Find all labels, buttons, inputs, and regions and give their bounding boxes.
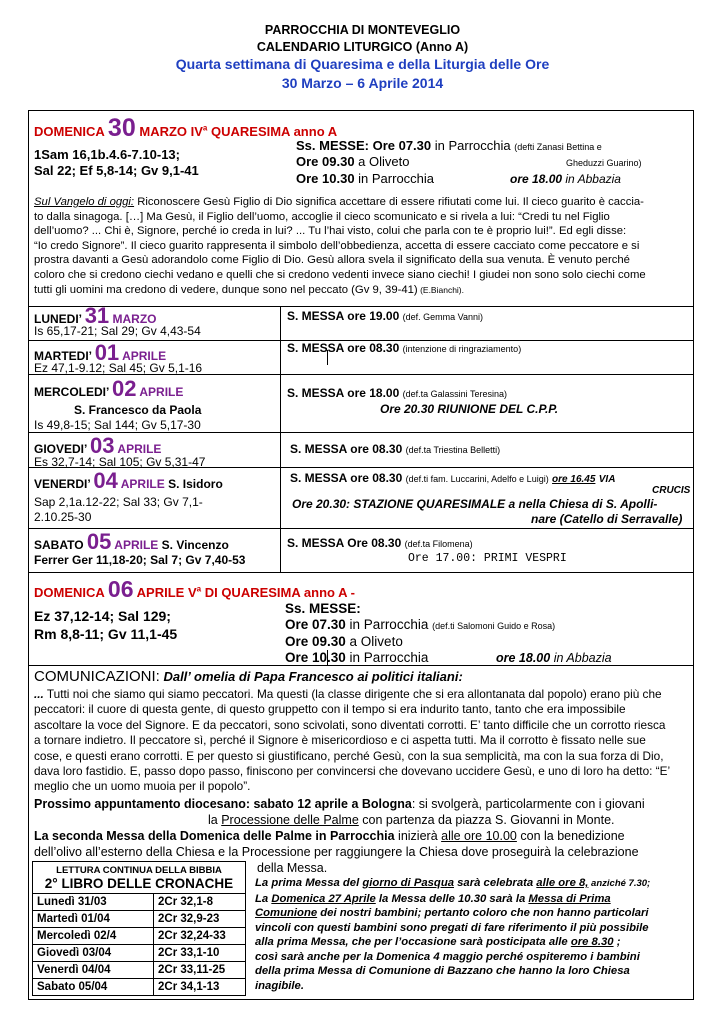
bible-passage: 2Cr 32,24-33 [154, 928, 246, 945]
mass-intention: (def.ta Filomena) [404, 539, 473, 549]
tuesday-mass [287, 341, 521, 355]
day-number: 05 [86, 529, 112, 554]
day-number: 01 [94, 340, 120, 365]
wednesday-readings: Is 49,8-15; Sal 144; Gv 5,17-30 [34, 418, 201, 432]
text-line: Riconoscere Gesù Figlio di Dio significa accettare di essere rifiutati come lui. Il cieco guarito è caccia- [134, 196, 644, 208]
sunday-06-mass-1 [285, 617, 555, 632]
sunday-06-heading [34, 576, 355, 603]
mass-intention: (def. Gemma Vanni) [402, 312, 483, 322]
text-line: alle ore 8, [536, 877, 589, 889]
bible-day: Mercoledì 02/4 [33, 928, 154, 945]
mass-place: in Parrocchia [354, 171, 435, 186]
via-crucis-label-cont: CRUCIS [652, 485, 691, 496]
mass-place: in Abbazia [562, 172, 621, 186]
column-divider [280, 306, 281, 572]
text-line: sarà celebrata [454, 877, 537, 889]
mass-time: Ore 10.30 [296, 171, 355, 186]
saint: S. Isidoro [168, 477, 223, 491]
via-crucis-label: VIA [598, 474, 616, 485]
text-line: tutti gli uomini ma credono di vedere, dunque sono nel peccato (Gv 9, 39-41) [34, 283, 418, 296]
month: APRILE [120, 477, 165, 491]
saturday-heading [34, 529, 229, 555]
text-line: to dalla sinagoga. […] Ma Gesù, il Figlio dell’uomo, accoglie il cieco scomunicato e si rivela a lui: “Credi tu nel Figlio [34, 210, 610, 223]
text-line: alla prima Messa, che per l’occasione sarà posticipata alle [255, 936, 571, 948]
bible-passage: 2Cr 32,9-23 [154, 911, 246, 928]
mass-time: S. MESSA ore 08.30 [290, 471, 403, 485]
text-line: “Io credo Signore”. Il cieco guarito rappresenta il simbolo dell’obbedienza, accetta di essere cacciato come peccatore e si [34, 239, 640, 252]
mass-time: Ore 10.30 [285, 650, 346, 665]
monday-readings: Is 65,17-21; Sal 29; Gv 4,43-54 [34, 324, 201, 338]
ellipsis: ... [34, 687, 44, 701]
wednesday-mass [287, 386, 507, 400]
sunday-30-evening-mass [510, 172, 621, 186]
text-line: dei nostri bambini; pertanto coloro che non hanno particolari [317, 907, 649, 919]
divider [28, 665, 694, 666]
week-title: Quarta settimana di Quaresima e della Liturgia delle Ore [175, 56, 550, 72]
month: APRILE [117, 442, 162, 456]
bible-row [33, 894, 246, 911]
bible-row [33, 928, 246, 945]
bible-day: Sabato 05/04 [33, 979, 154, 996]
communications-title: COMUNICAZIONI: [34, 668, 160, 685]
superscript: a [196, 584, 202, 594]
text-line: giorno di Pasqua [362, 877, 455, 889]
text-line: : si svolgerà, particolarmente con i giovani [411, 797, 645, 811]
easter-notice [255, 876, 691, 993]
day-number: 03 [90, 433, 115, 458]
day-name: MERCOLEDI’ [34, 385, 109, 399]
notice-time: alle ore 10.00 [441, 829, 517, 843]
calendar-title: CALENDARIO LITURGICO (Anno A) [256, 40, 469, 54]
month: APRILE [139, 385, 184, 399]
text-line: vincoli con questi bambini sono pregati di fare riferimento il più possibile [255, 921, 649, 934]
friday-readings-1: Sap 2,1a.12-22; Sal 33; Gv 7,1- [34, 495, 203, 509]
saturday-vespers: Ore 17.00: PRIMI VESPRI [408, 552, 567, 565]
bible-reading-box [32, 861, 246, 996]
day-number: 04 [93, 468, 118, 493]
bible-row [33, 911, 246, 928]
signature: (E.Bianchi). [417, 284, 464, 295]
text-line: la [208, 813, 222, 827]
parish-name: PARROCCHIA DI MONTEVEGLIO [264, 23, 461, 37]
month-week: MARZO IV [139, 124, 203, 139]
saturday-readings: Ferrer Ger 11,18-20; Sal 7; Gv 7,40-53 [34, 553, 246, 567]
text-line: inagibile. [255, 979, 304, 992]
palm-procession [208, 813, 615, 827]
mass-intention: (def.ti Salomoni Guido e Rosa) [432, 621, 556, 631]
text-line: Domenica 27 Aprile [271, 892, 376, 905]
mass-intention: (def.ti fam. Luccarini, Adelfo e Luigi) [405, 474, 549, 484]
day-name: SABATO [34, 538, 84, 552]
mass-place: in Parrocchia [345, 617, 433, 632]
procession-name: Processione delle Palme [221, 813, 359, 827]
month: APRILE [114, 538, 159, 552]
text-line: dell’uomo? ... Chi è, Signore, perché io creda in lui? ... Tu l’hai visto, colui che parla con te è proprio lui!”. Ed egli disse: [34, 225, 627, 238]
palm-sunday-notice-end: della Messa. [257, 861, 328, 875]
bible-day: Martedì 01/04 [33, 911, 154, 928]
text-line: a tornare indietro. Il peccatore sì, perché il Signore è misericordioso e ci aspetta tutti. Ma il corrotto è fissato nelle sue [34, 733, 646, 748]
day-number: 30 [107, 114, 136, 142]
day-name: MARTEDI’ [34, 349, 92, 363]
communications-subtitle: Dall’ omelia di Papa Francesco ai politici italiani: [159, 669, 463, 684]
tuesday-readings: Ez 47,1-9.12; Sal 45; Gv 5,1-16 [34, 361, 203, 375]
sunday-30-mass-1 [296, 138, 602, 153]
day-number: 02 [112, 376, 137, 401]
day-number: 31 [84, 303, 110, 328]
divider [28, 572, 694, 573]
mass-intention: (defti Zanasi Bettina e [514, 142, 602, 152]
superscript: a [202, 123, 208, 133]
text-line: La [255, 892, 272, 905]
mass-time: S. MESSA ore 08.30 [290, 442, 403, 456]
palm-sunday-notice [34, 829, 625, 843]
text-line: inizierà [394, 829, 442, 843]
text-line: Messa di Prima [528, 892, 611, 905]
season: DI QUARESIMA anno A - [204, 585, 355, 600]
gospel-comment [34, 195, 690, 297]
bible-box-title: LETTURA CONTINUA DELLA BIBBIA [56, 865, 222, 876]
season: QUARESIMA anno A [211, 124, 338, 139]
mass-time: S. MESSA Ore 08.30 [287, 536, 402, 550]
text-line: così sarà anche per la Domenica 4 maggio perché ospiteremo i bambini [255, 950, 640, 963]
mass-time: Ore 07.30 [285, 617, 346, 632]
wednesday-saint: S. Francesco da Paola [74, 403, 202, 417]
wednesday-heading [34, 376, 183, 402]
mass-time: Ss. MESSE: Ore 07.30 [296, 138, 432, 153]
text-line: anziché 7.30; [588, 878, 651, 889]
month: MARZO [112, 312, 157, 326]
mass-time: S. MESSA ore 08.30 [287, 341, 400, 355]
bible-passage: 2Cr 33,1-10 [154, 945, 246, 962]
friday-mass [290, 471, 615, 485]
sunday-06-readings-2: Rm 8,8-11; Gv 11,1-45 [34, 626, 178, 642]
mass-intention: (def.ta Galassini Teresina) [402, 389, 508, 399]
mass-place: in Abbazia [550, 651, 612, 665]
sunday-30-readings-2: Sal 22; Ef 5,8-14; Gv 9,1-41 [34, 163, 199, 178]
sunday-06-masses-label: Ss. MESSE: [285, 601, 361, 616]
communications-heading [34, 668, 463, 686]
text-line: ore 8.30 [570, 936, 614, 948]
thursday-mass [290, 442, 500, 456]
text-line: coloro che si credono ciechi vedano e quelli che si credono vedenti invece siano ciechi! I giudei non sono solo ciechi come [34, 268, 646, 281]
friday-lenten-station: Ore 20.30: STAZIONE QUARESIMALE a nella Chiesa di S. Apolli- [292, 497, 658, 511]
appointment-title: Prossimo appuntamento diocesano: sabato 12 aprile a Bologna [34, 797, 412, 811]
day-name: VENERDI’ [34, 477, 91, 491]
day-name: DOMENICA [34, 124, 105, 139]
bible-passage: 2Cr 32,1-8 [154, 894, 246, 911]
mass-time: S. MESSA ore 18.00 [287, 386, 400, 400]
via-crucis-time: ore 16.45 [552, 474, 596, 485]
gospel-label: Sul Vangelo di oggi: [34, 196, 135, 208]
text-line: Comunione [255, 907, 318, 919]
thursday-readings: Es 32,7-14; Sal 105; Gv 5,31-47 [34, 455, 206, 469]
text-line: Tutti noi che siamo qui siamo peccatori. Ma questi (la classe dirigente che si era allontanata dal popolo) erano più che [43, 687, 662, 701]
mass-intention: (def.ta Triestina Belletti) [405, 445, 501, 455]
text-line: con partenza da piazza S. Giovanni in Monte. [358, 813, 615, 827]
text-line: la Messa delle 10.30 sarà la [375, 892, 529, 905]
sunday-06-mass-2 [285, 634, 403, 649]
sunday-06-mass-3 [285, 650, 428, 665]
bible-schedule-table [32, 893, 246, 996]
month-week: APRILE V [136, 585, 197, 600]
text-line: ; [613, 936, 621, 948]
bible-day: Giovedì 03/04 [33, 945, 154, 962]
text-line: La prima Messa del [255, 877, 363, 889]
text-line: della prima Messa di Comunione di Bazzano che hanno la loro Chiesa [255, 965, 630, 977]
mass-time: Ore 09.30 [285, 634, 346, 649]
bible-row [33, 945, 246, 962]
text-line: ascoltare la voce del Signore. E da peccatori, sono scivolati, sono diventati corrotti. E’ tanto difficile che un corrotto riesca [34, 717, 666, 732]
text-line: meglio che un uomo muoia per il popolo”. [34, 779, 251, 794]
friday-readings-2: 2.10.25-30 [34, 510, 92, 524]
sunday-30-mass-2 [296, 154, 409, 169]
sunday-06-evening-mass [496, 651, 612, 665]
mass-place: in Parrocchia [345, 650, 429, 665]
mass-intention: (intenzione di ringraziamento) [402, 344, 522, 354]
mass-place: a Oliveto [354, 154, 410, 169]
saturday-mass [287, 536, 473, 550]
bible-day: Venerdì 04/04 [33, 962, 154, 979]
wednesday-meeting: Ore 20.30 RIUNIONE DEL C.P.P. [380, 402, 559, 416]
mass-time: Ore 09.30 [296, 154, 355, 169]
saint: S. Vincenzo [161, 538, 229, 552]
month: APRILE [122, 349, 167, 363]
mass-time: ore 18.00 [510, 172, 563, 186]
text-line: cose, e questi erano corrotti. E per questo si giustificano, perché Gesù, con la sua semplicità, ma con la sua forza di Dio, [34, 748, 664, 763]
bible-book-title: 2° LIBRO DELLE CRONACHE [44, 876, 234, 891]
date-range: 30 Marzo – 6 Aprile 2014 [281, 75, 444, 91]
sunday-30-readings-1: 1Sam 16,1b.4.6-7.10-13; [34, 147, 180, 162]
bible-passage: 2Cr 33,11-25 [154, 962, 246, 979]
day-name: DOMENICA [34, 585, 105, 600]
text-line: prostra davanti a Gesù adorandolo come Figlio di Dio. Gesù allora svela il significato della sua venuta. È venuto perché [34, 254, 630, 267]
bible-day: Lunedì 31/03 [33, 894, 154, 911]
sunday-30-mass-3 [296, 171, 434, 186]
mass-place: a Oliveto [345, 634, 403, 649]
mass-time: S. MESSA ore 19.00 [287, 309, 400, 323]
day-name: LUNEDI’ [34, 312, 82, 326]
notice-title: La seconda Messa della Domenica delle Palme in Parrocchia [34, 829, 395, 843]
mass-intention-cont: Gheduzzi Guarino) [566, 158, 642, 168]
text-line: con la benedizione [516, 829, 625, 843]
homily-text [34, 687, 690, 795]
bible-passage: 2Cr 34,1-13 [154, 979, 246, 996]
monday-mass [287, 309, 483, 323]
friday-heading [34, 468, 223, 494]
text-line: dava loro fastidio. E, passo dopo passo, finiscono per convincersi che dovevano uccidere Gesù, e uno di loro ha detto: “E’ [34, 764, 671, 779]
bible-row [33, 979, 246, 996]
diocesan-appointment [34, 797, 645, 811]
sunday-06-readings-1: Ez 37,12-14; Sal 129; [34, 608, 171, 624]
mass-place: in Parrocchia [431, 138, 515, 153]
mass-time: ore 18.00 [496, 651, 551, 665]
bible-row [33, 962, 246, 979]
text-line: peccatori: il cuore di questa gente, di questo gruppetto con il tempo si era indurito tanto, tanto che era impossibile [34, 702, 626, 717]
friday-lenten-station-place: nare (Catello di Serravalle) [531, 512, 683, 526]
palm-sunday-notice-cont: dell’olivo all’esterno della Chiesa e la Processione per raggiungere la Chiesa dove proseguirà la celebrazione [34, 845, 639, 859]
sunday-30-heading [34, 114, 337, 143]
day-name: GIOVEDI’ [34, 442, 87, 456]
day-number: 06 [107, 576, 134, 602]
